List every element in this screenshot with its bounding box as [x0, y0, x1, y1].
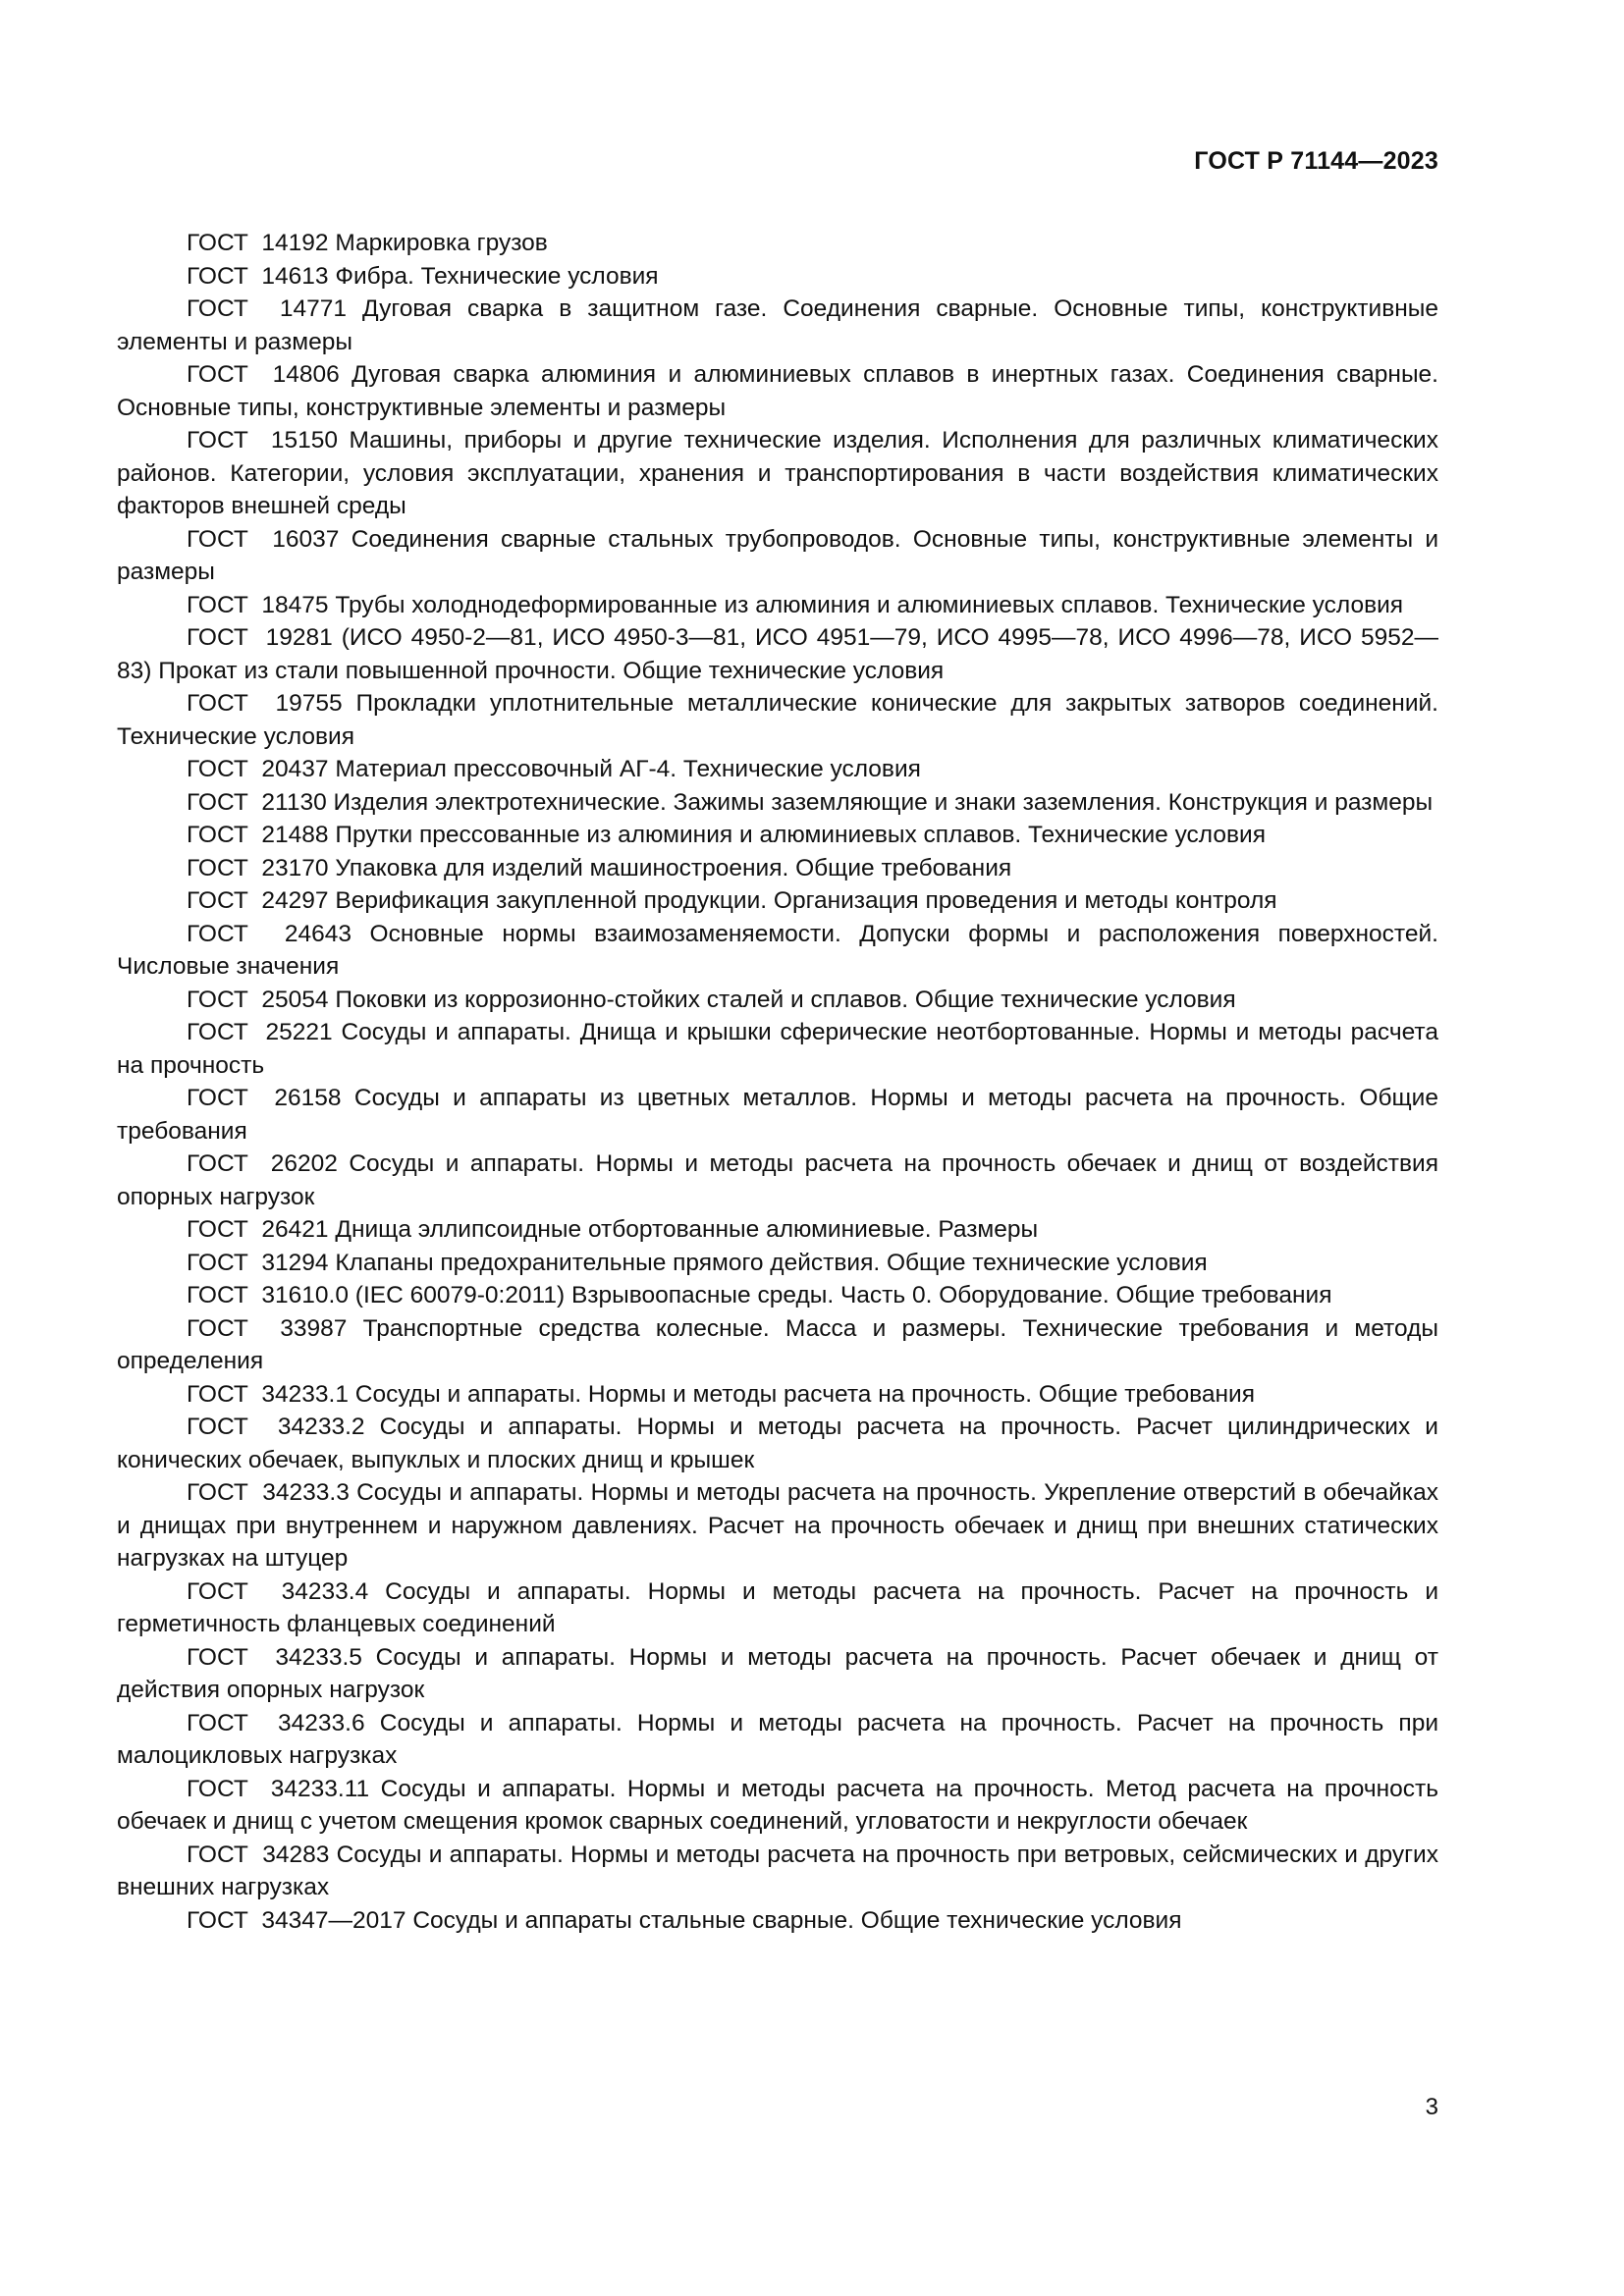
reference-title: Сосуды и аппараты. Нормы и методы расчета на прочность. Метод расчета на прочность обечаек и днищ с учетом смещения кромок сварных соединений, угловатости и некруглости обечаек	[117, 1775, 1438, 1835]
reference-code: ГОСТ 14771	[187, 295, 347, 322]
reference-title: Сосуды и аппараты. Нормы и методы расчета на прочность обечаек и днищ от воздействия опорных нагрузок	[117, 1150, 1438, 1210]
reference-title: (ИСО 4950-2—81, ИСО 4950-3—81, ИСО 4951—79, ИСО 4995—78, ИСО 4996—78, ИСО 5952—83) Прокат из стали повышенной прочности. Общие технические условия	[117, 624, 1438, 684]
reference-entry	[117, 1016, 1438, 1082]
reference-title: Основные нормы взаимозаменяемости. Допуски формы и расположения поверхностей. Числовые значения	[117, 920, 1438, 980]
reference-code: ГОСТ 16037	[187, 525, 340, 553]
reference-entry	[117, 1279, 1438, 1312]
reference-code: ГОСТ 21488	[187, 822, 329, 848]
reference-code: ГОСТ 26202	[187, 1150, 338, 1177]
reference-entry	[117, 1378, 1438, 1412]
reference-entry	[117, 227, 1438, 260]
reference-title: Фибра. Технические условия	[335, 262, 659, 290]
reference-code: ГОСТ 34233.11	[187, 1775, 370, 1802]
reference-entry	[117, 358, 1438, 424]
reference-title: Транспортные средства колесные. Масса и размеры. Технические требования и методы определения	[117, 1314, 1438, 1374]
reference-code: ГОСТ 25054	[187, 986, 329, 1013]
reference-entry	[117, 1904, 1438, 1938]
reference-code: ГОСТ 14613	[187, 262, 329, 290]
reference-title: Машины, приборы и другие технические изделия. Исполнения для различных климатических районов. Категории, условия эксплуатации, хранения и транспортирования в части воздействия климатических факторов внешней среды	[117, 427, 1438, 519]
reference-title: Соединения сварные стальных трубопроводов. Основные типы, конструктивные элементы и размеры	[117, 525, 1439, 585]
reference-title: Клапаны предохранительные прямого действия. Общие технические условия	[335, 1249, 1208, 1276]
reference-entry	[117, 984, 1438, 1017]
reference-entry	[117, 424, 1438, 523]
reference-title: Упаковка для изделий машиностроения. Общие требования	[335, 854, 1012, 881]
reference-code: ГОСТ 34283	[187, 1841, 330, 1868]
reference-entry	[117, 1082, 1438, 1148]
document-header-id: ГОСТ Р 71144—2023	[1194, 147, 1438, 175]
reference-title: Верификация закупленной продукции. Организация проведения и методы контроля	[335, 887, 1277, 914]
reference-title: Сосуды и аппараты. Нормы и методы расчета на прочность при ветровых, сейсмических и других внешних нагрузках	[117, 1841, 1438, 1900]
reference-title: Дуговая сварка алюминия и алюминиевых сплавов в инертных газах. Соединения сварные. Основные типы, конструктивные элементы и размеры	[117, 361, 1438, 421]
reference-title: (IEC 60079-0:2011) Взрывоопасные среды. Часть 0. Оборудование. Общие требования	[354, 1282, 1332, 1308]
reference-code: ГОСТ 34233.3	[187, 1479, 350, 1506]
reference-code: ГОСТ 14806	[187, 361, 340, 388]
reference-title: Сосуды и аппараты из цветных металлов. Нормы и методы расчета на прочность. Общие требования	[117, 1085, 1438, 1145]
reference-entry	[117, 1411, 1438, 1476]
reference-code: ГОСТ 31610.0	[187, 1282, 349, 1308]
reference-entry	[117, 1575, 1438, 1641]
reference-title: Сосуды и аппараты. Нормы и методы расчета на прочность. Укрепление отверстий в обечайках и днищах при внутреннем и наружном давлениях. Расчет на прочность обечаек и днищ при внешних статических нагрузках на штуцер	[117, 1479, 1438, 1572]
reference-code: ГОСТ 31294	[187, 1249, 329, 1276]
reference-title: Сосуды и аппараты. Нормы и методы расчета на прочность. Расчет на прочность при малоцикловых нагрузках	[117, 1709, 1439, 1769]
reference-title: Изделия электротехнические. Зажимы заземляющие и знаки заземления. Конструкция и размеры	[333, 788, 1434, 816]
reference-entry	[117, 1707, 1438, 1773]
reference-entry	[117, 523, 1438, 589]
reference-code: ГОСТ 34233.6	[187, 1709, 365, 1736]
reference-title: Сосуды и аппараты. Нормы и методы расчета на прочность. Общие требования	[354, 1380, 1255, 1408]
reference-entry	[117, 1148, 1438, 1213]
reference-title: Дуговая сварка в защитном газе. Соединения сварные. Основные типы, конструктивные элементы и размеры	[117, 295, 1438, 355]
reference-code: ГОСТ 26158	[187, 1085, 342, 1111]
reference-entry	[117, 1312, 1438, 1378]
reference-title: Поковки из коррозионно-стойких сталей и сплавов. Общие технические условия	[335, 986, 1236, 1013]
reference-title: Трубы холоднодеформированные из алюминия и алюминиевых сплавов. Технические условия	[335, 591, 1404, 618]
reference-code: ГОСТ 21130	[187, 788, 327, 816]
reference-entry	[117, 884, 1438, 918]
reference-code: ГОСТ 19281	[187, 624, 333, 651]
reference-entry	[117, 1213, 1438, 1247]
reference-entry	[117, 852, 1438, 885]
reference-title: Прокладки уплотнительные металлические конические для закрытых затворов соединений. Технические условия	[117, 690, 1438, 750]
reference-code: ГОСТ 34233.4	[187, 1577, 369, 1605]
reference-title: Сосуды и аппараты стальные сварные. Общие технические условия	[412, 1906, 1182, 1934]
normative-references-list	[117, 227, 1438, 1937]
reference-title: Сосуды и аппараты. Нормы и методы расчета на прочность. Расчет обечаек и днищ от действия опорных нагрузок	[117, 1643, 1438, 1703]
reference-code: ГОСТ 14192	[187, 230, 329, 256]
reference-title: Прутки прессованные из алюминия и алюминиевых сплавов. Технические условия	[335, 822, 1266, 848]
reference-entry	[117, 786, 1438, 820]
reference-code: ГОСТ 26421	[187, 1216, 329, 1243]
reference-code: ГОСТ 34233.5	[187, 1643, 362, 1671]
reference-code: ГОСТ 24643	[187, 920, 352, 947]
reference-entry	[117, 589, 1438, 622]
reference-entry	[117, 819, 1438, 852]
reference-entry	[117, 687, 1438, 753]
reference-title: Маркировка грузов	[335, 230, 548, 256]
reference-title: Сосуды и аппараты. Нормы и методы расчета на прочность. Расчет на прочность и герметичность фланцевых соединений	[117, 1577, 1439, 1637]
reference-entry	[117, 1641, 1438, 1707]
reference-entry	[117, 1476, 1438, 1575]
reference-entry	[117, 1247, 1438, 1280]
reference-code: ГОСТ 34347—2017	[187, 1906, 406, 1934]
reference-code: ГОСТ 25221	[187, 1019, 333, 1045]
reference-code: ГОСТ 33987	[187, 1314, 348, 1342]
reference-code: ГОСТ 34233.2	[187, 1414, 365, 1440]
reference-title: Днища эллипсоидные отбортованные алюминиевые. Размеры	[335, 1216, 1039, 1243]
reference-entry	[117, 1839, 1438, 1904]
reference-title: Сосуды и аппараты. Днища и крышки сферические неотбортованные. Нормы и методы расчета на прочность	[117, 1019, 1438, 1079]
reference-entry	[117, 621, 1438, 687]
reference-code: ГОСТ 24297	[187, 887, 329, 914]
reference-entry	[117, 293, 1438, 358]
reference-code: ГОСТ 20437	[187, 756, 329, 782]
reference-entry	[117, 260, 1438, 294]
reference-code: ГОСТ 19755	[187, 690, 343, 717]
reference-title: Материал прессовочный АГ-4. Технические условия	[335, 756, 921, 782]
reference-entry	[117, 753, 1438, 786]
reference-code: ГОСТ 18475	[187, 591, 329, 618]
page-number: 3	[1425, 2094, 1438, 2120]
reference-code: ГОСТ 15150	[187, 427, 338, 454]
reference-title: Сосуды и аппараты. Нормы и методы расчета на прочность. Расчет цилиндрических и конических обечаек, выпуклых и плоских днищ и крышек	[117, 1414, 1438, 1473]
reference-code: ГОСТ 23170	[187, 854, 329, 881]
reference-code: ГОСТ 34233.1	[187, 1380, 349, 1408]
reference-entry	[117, 1773, 1438, 1839]
reference-entry	[117, 918, 1438, 984]
